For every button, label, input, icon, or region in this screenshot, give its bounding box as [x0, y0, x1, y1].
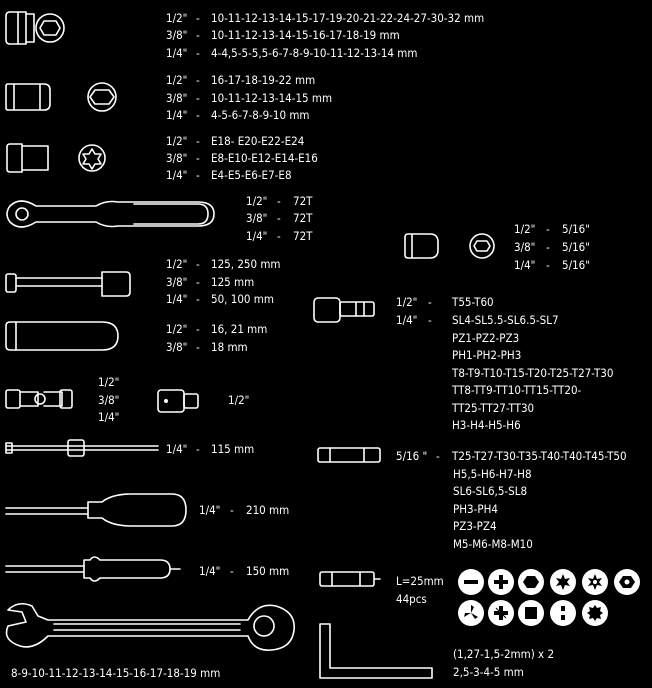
spark-plug-socket-icon: [4, 320, 124, 352]
bit-socket-more-1: PZ1-PZ2-PZ3: [452, 331, 520, 345]
spinner-handle-sep: -: [230, 564, 234, 578]
bit-adapter-values-3: 5/16": [562, 258, 590, 272]
extension-size-3: 1/4": [166, 292, 188, 306]
hex-key-line-1: (1,27-1,5-2mm) x 2: [453, 647, 555, 661]
bit-socket-size-2: 1/4": [396, 313, 418, 327]
ratchet-size-2: 3/8": [246, 211, 268, 225]
extension-size-2: 3/8": [166, 275, 188, 289]
torx-size-2: 3/8": [166, 151, 188, 165]
sockets-a-size-2: 3/8": [166, 28, 188, 42]
long-bit-more-2: SL6-SL6,5-SL8: [453, 484, 528, 498]
spark-values-1: 16, 21 mm: [211, 322, 268, 336]
torx-size-1: 1/2": [166, 134, 188, 148]
bit-adapter-values-2: 5/16": [562, 240, 590, 254]
bit-adapter-size-1: 1/2": [514, 222, 536, 236]
spanner-bit-icon: [550, 600, 576, 626]
universal-joint-icon: [4, 384, 74, 414]
sockets-a-values-3: 4-4,5-5-5,5-6-7-8-9-10-11-12-13-14 mm: [211, 46, 418, 60]
bit-socket-size-1: 1/2": [396, 295, 418, 309]
hex-key-line-2: 2,5-3-4-5 mm: [453, 665, 524, 679]
sockets-a-sep-2: -: [196, 28, 200, 42]
long-bit-first: T25-T27-T30-T35-T40-T40-T45-T50: [452, 449, 627, 463]
t-bar-sep: -: [196, 442, 200, 456]
extension-size-1: 1/2": [166, 257, 188, 271]
ratchet-sep-1: -: [277, 194, 281, 208]
spark-sep-1: -: [196, 322, 200, 336]
ratchet-values-2: 72T: [293, 211, 313, 225]
screwdriver-handle-size: 1/4": [199, 503, 221, 517]
torx-values-2: E8-E10-E12-E14-E16: [211, 151, 318, 165]
bit-adapter-sep-2: -: [546, 240, 550, 254]
t-bar-size: 1/4": [166, 442, 188, 456]
extension-bar-icon: [4, 270, 134, 304]
short-bit-length: L=25mm: [396, 574, 444, 588]
combination-wrench-icon: [4, 600, 284, 654]
long-bit-sep: -: [436, 449, 440, 463]
short-socket-icon: [4, 80, 124, 114]
spark-values-2: 18 mm: [211, 340, 248, 354]
bit-socket-more-2: PH1-PH2-PH3: [452, 348, 522, 362]
bit-adapter-size-2: 3/8": [514, 240, 536, 254]
pozidriv-icon: [488, 600, 514, 626]
sockets-b-size-2: 3/8": [166, 91, 188, 105]
torx-values-3: E4-E5-E6-E7-E8: [211, 168, 292, 182]
ratchet-icon: [4, 196, 224, 236]
bit-adapter-sep-3: -: [546, 258, 550, 272]
spinner-handle-size: 1/4": [199, 564, 221, 578]
hex-socket-icon: [4, 8, 64, 48]
sockets-b-size-3: 1/4": [166, 108, 188, 122]
short-bit-count: 44pcs: [396, 592, 427, 606]
long-bit-size: 5/16 ": [396, 449, 428, 463]
bit-adapter-socket-icon: [402, 228, 494, 264]
square-icon: [518, 600, 544, 626]
screwdriver-handle-value: 210 mm: [246, 503, 290, 517]
hex-key-icon: [316, 620, 436, 680]
long-bit-more-1: H5,5-H6-H7-H8: [453, 467, 532, 481]
bit-socket-more-4: TT8-TT9-TT10-TT15-TT20-: [452, 383, 582, 397]
extension-values-1: 125, 250 mm: [211, 257, 281, 271]
bit-socket-values-2: SL4-SL5.5-SL6.5-SL7: [452, 313, 559, 327]
t-bar-icon: [4, 436, 164, 462]
sockets-a-sep-1: -: [196, 11, 200, 25]
bit-socket-values-1: T55-T60: [452, 295, 494, 309]
bit-socket-more-6: H3-H4-H5-H6: [452, 418, 521, 432]
extension-values-3: 50, 100 mm: [211, 292, 274, 306]
slotted-icon: [458, 569, 484, 595]
torx-socket-icon: [4, 140, 104, 176]
long-bit-more-5: M5-M6-M8-M10: [453, 537, 533, 551]
adapter-size: 1/2": [228, 393, 250, 407]
sockets-a-sep-3: -: [196, 46, 200, 60]
ujoint-size-3: 1/4": [98, 410, 120, 424]
torx-values-1: E18- E20-E22-E24: [211, 134, 305, 148]
ratchet-sep-2: -: [277, 211, 281, 225]
sockets-b-size-1: 1/2": [166, 73, 188, 87]
bit-socket-sep-1: -: [428, 295, 432, 309]
socket-adapter-icon: [156, 386, 202, 416]
sockets-b-sep-1: -: [196, 73, 200, 87]
torx-tamper-icon: [582, 569, 608, 595]
screwdriver-handle-sep: -: [230, 503, 234, 517]
ratchet-size-3: 1/4": [246, 229, 268, 243]
ratchet-values-3: 72T: [293, 229, 313, 243]
long-bit-icon: [316, 444, 386, 466]
sockets-b-sep-2: -: [196, 91, 200, 105]
extension-sep-2: -: [196, 275, 200, 289]
sockets-a-size-3: 1/4": [166, 46, 188, 60]
bit-adapter-values-1: 5/16": [562, 222, 590, 236]
long-bit-more-4: PZ3-PZ4: [453, 519, 497, 533]
spinner-handle-value: 150 mm: [246, 564, 290, 578]
torx-sep-1: -: [196, 134, 200, 148]
bit-socket-more-3: T8-T9-T10-T15-T20-T25-T27-T30: [452, 366, 614, 380]
extension-values-2: 125 mm: [211, 275, 255, 289]
bit-socket-more-5: TT25-TT27-TT30: [452, 401, 535, 415]
tri-wing-icon: [458, 600, 484, 626]
extension-sep-1: -: [196, 257, 200, 271]
sockets-b-values-3: 4-5-6-7-8-9-10 mm: [211, 108, 310, 122]
hex-icon: [518, 569, 544, 595]
spark-size-1: 1/2": [166, 322, 188, 336]
short-bit-icon: [318, 568, 384, 590]
torx-sep-3: -: [196, 168, 200, 182]
t-bar-value: 115 mm: [211, 442, 255, 456]
torx-sep-2: -: [196, 151, 200, 165]
spark-size-2: 3/8": [166, 340, 188, 354]
spinner-handle-icon: [4, 552, 184, 582]
bit-socket-icon: [312, 294, 382, 326]
sockets-a-values-1: 10-11-12-13-14-15-17-19-20-21-22-24-27-30-32 mm: [211, 11, 485, 25]
wrench-sizes: 8-9-10-11-12-13-14-15-16-17-18-19 mm: [11, 666, 221, 680]
bit-adapter-sep-1: -: [546, 222, 550, 236]
ujoint-size-2: 3/8": [98, 393, 120, 407]
ratchet-sep-3: -: [277, 229, 281, 243]
sockets-a-values-2: 10-11-12-13-14-15-16-17-18-19 mm: [211, 28, 400, 42]
extension-sep-3: -: [196, 292, 200, 306]
bit-adapter-size-3: 1/4": [514, 258, 536, 272]
sockets-b-values-2: 10-11-12-13-14-15 mm: [211, 91, 333, 105]
ratchet-size-1: 1/2": [246, 194, 268, 208]
phillips-icon: [488, 569, 514, 595]
torx-icon: [550, 569, 576, 595]
screwdriver-handle-icon: [4, 492, 194, 528]
sockets-b-values-1: 16-17-18-19-22 mm: [211, 73, 316, 87]
spark-sep-2: -: [196, 340, 200, 354]
ujoint-size-1: 1/2": [98, 375, 120, 389]
bit-socket-sep-2: -: [428, 313, 432, 327]
hex-tamper-icon: [614, 569, 640, 595]
xzn-icon: [582, 600, 608, 626]
long-bit-more-3: PH3-PH4: [453, 502, 498, 516]
sockets-b-sep-3: -: [196, 108, 200, 122]
sockets-a-size-1: 1/2": [166, 11, 188, 25]
torx-size-3: 1/4": [166, 168, 188, 182]
ratchet-values-1: 72T: [293, 194, 313, 208]
